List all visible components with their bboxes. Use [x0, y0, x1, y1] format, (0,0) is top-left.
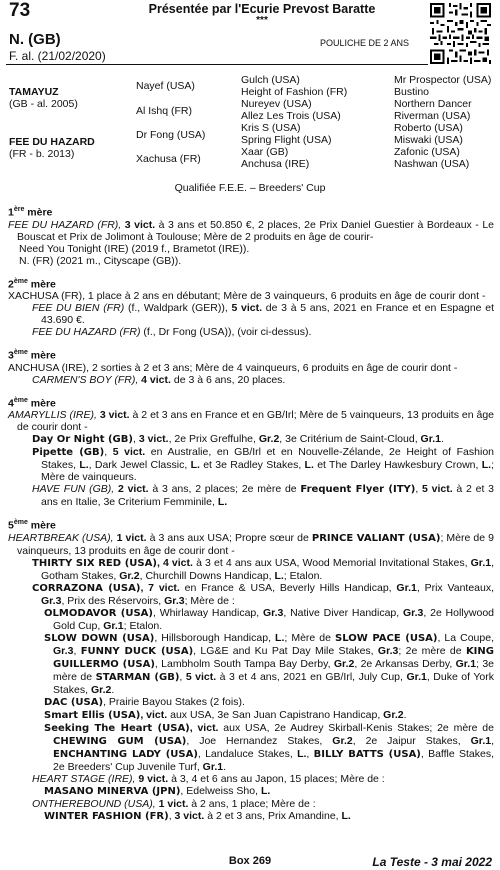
produce-entry: HAVE FUN (GB), 2 vict. à 3 ans, 2 places; 2e mère de Frequent Flyer (ITY), 5 vict. à 2 et 3 ans en Italie, 3e Criterium Femminile, L. — [32, 483, 495, 508]
dam-entry: FEE DU HAZARD (FR), 3 vict. à 3 ans et 50.850 €, 2 places, 2e Prix Daniel Guestier à Bordeaux - Le Bouscat et Prix de Jolimont à Toulouse; Mère de 2 produits en âge de courir- — [8, 218, 495, 243]
produce-entry: N. (FR) (2021 m., Cityscape (GB)). — [19, 254, 182, 267]
produce-entry: Seeking The Heart (USA), vict. aux USA, 2e Audrey Skirball-Kenis Stakes; 2e mère de CHEWING GUM (USA), Joe Hernandez Stakes, Gr.2, 2e Jaipur Stakes, Gr.1, ENCHANTING LADY (USA), Landaluce Stakes, L., BILLY BATTS (USA), Baffle Stakes, 2e Breeders' Cup Juvenile Turf, Gr.1. — [44, 721, 494, 773]
produce-entry: THIRTY SIX RED (USA), 4 vict. à 3 et 4 ans aux USA, Wood Memorial Invitational Stakes, Gr.1, Gotham Stakes, Gr.2, Churchill Downs Handicap, L.; Etalon. — [32, 556, 494, 582]
pedigree-g4: Miswaki (USA) — [394, 134, 463, 146]
pedigree-dam: FEE DU HAZARD — [9, 136, 95, 148]
section-title-3: 3ème mère — [8, 349, 56, 362]
pedigree-g2: Dr Fong (USA) — [136, 129, 206, 141]
pedigree-g3: Gulch (USA) — [241, 74, 300, 86]
pedigree-g3: Kris S (USA) — [241, 122, 301, 134]
pedigree-g2: Xachusa (FR) — [136, 153, 201, 165]
produce-entry: Need You Tonight (IRE) (2019 f., Brametot (IRE)). — [19, 242, 250, 255]
dam-entry: XACHUSA (FR), 1 place à 2 ans en débutant; Mère de 3 vainqueurs, 6 produits en âge de courir dont - — [8, 290, 486, 302]
produce-entry: Smart Ellis (USA), vict. aux USA, 3e San Juan Capistrano Handicap, Gr.2. — [44, 708, 407, 721]
qualification-note: Qualifiée F.E.E. – Breeders' Cup — [174, 182, 326, 194]
produce-entry: FEE DU BIEN (FR) (f., Waldpark (GER)), 5 vict. de 3 à 5 ans, 2021 en France et en Espagne et 43.690 €. — [32, 302, 494, 326]
pedigree-g2: Nayef (USA) — [136, 80, 195, 92]
horse-type-label: POULICHE DE 2 ANS — [320, 38, 410, 48]
produce-entry: ONTHEREBOUND (USA), 1 vict. à 2 ans, 1 place; Mère de : — [32, 797, 316, 810]
produce-entry: MASANO MINERVA (JPN), Edelweiss Sho, L. — [44, 784, 271, 797]
produce-entry: CORRAZONA (USA), 7 vict. en France & USA, Beverly Hills Handicap, Gr.1, Prix Vanteaux, Gr.3, Prix des Réservoirs, Gr.3; Mère de : — [32, 581, 495, 607]
family-notes — [8, 204, 494, 823]
dam-entry: AMARYLLIS (IRE), 3 vict. à 2 et 3 ans en France et en GB/Irl; Mère de 5 vainqueurs, 13 produits en âge de courir dont - — [8, 409, 495, 433]
pedigree-g3: Xaar (GB) — [241, 146, 289, 158]
section-title-4: 4ème mère — [8, 396, 56, 409]
produce-entry: WINTER FASHION (FR), 3 vict. à 2 et 3 ans, Prix Amandine, L. — [44, 809, 351, 822]
pedigree-g3: Anchusa (IRE) — [241, 158, 310, 170]
pedigree-g2: Al Ishq (FR) — [136, 105, 193, 117]
qr-code-icon — [430, 3, 491, 64]
produce-entry: CARMEN'S BOY (FR), 4 vict. de 3 à 6 ans, 20 places. — [32, 373, 286, 386]
pedigree-g4: Roberto (USA) — [394, 122, 463, 134]
pedigree-sire-sub: (GB - al. 2005) — [9, 98, 78, 110]
produce-entry: FEE DU HAZARD (FR) (f., Dr Fong (USA)), (voir ci-dessus). — [32, 326, 312, 338]
pedigree-sire: TAMAYUZ — [9, 86, 59, 98]
pedigree-g3: Allez Les Trois (USA) — [241, 110, 341, 122]
pedigree-g3: Nureyev (USA) — [241, 98, 312, 110]
dam-entry: HEARTBREAK (USA), 1 vict. à 3 ans aux USA; Propre sœur de PRINCE VALIANT (USA); Mère de 9 vainqueurs, 13 produits en âge de courir dont - — [8, 531, 494, 557]
pedigree-g4: Northern Dancer — [394, 98, 472, 110]
horse-name: N. (GB) — [9, 31, 61, 48]
box-number: Box 269 — [228, 855, 272, 867]
pedigree-g4: Nashwan (USA) — [394, 158, 470, 170]
section-title-2: 2ème mère — [8, 277, 56, 290]
produce-entry: Pipette (GB), 5 vict. en Australie, en GB/Irl et en Nouvelle-Zélande, 2e Height of Fashion Stakes, L., Dark Jewel Classic, L. et 3e Radley Stakes, L. et The Darley Hawkesbury Crown, L.; Mère de vainqueurs. — [32, 446, 495, 483]
produce-entry: SLOW DOWN (USA), Hillsborough Handicap, L.; Mère de SLOW PACE (USA), La Coupe, Gr.3, FUNNY DUCK (USA), LG&E and Ku Pat Day Mile Stakes, Gr.3; 2e mère de KING GUILLERMO (USA), Lambholm South Tampa Bay Derby, Gr.2, 2e Arkansas Derby, Gr.1; 3e mère de STARMAN (GB), 5 vict. à 3 et 4 ans, 2021 en GB/Irl, July Cup, Gr.1, Duke of York Stakes, Gr.2. — [44, 631, 494, 696]
pedigree-g4: Bustino — [394, 86, 430, 98]
produce-entry: OLMODAVOR (USA), Whirlaway Handicap, Gr.3, Native Diver Handicap, Gr.3, 2e Hollywood Gold Cup, Gr.1; Etalon. — [44, 606, 494, 632]
header-divider — [6, 64, 428, 65]
dam-entry: ANCHUSA (IRE), 2 sorties à 2 et 3 ans; Mère de 4 vainqueurs, 6 produits en âge de courir dont - — [8, 361, 458, 374]
produce-entry: DAC (USA), Prairie Bayou Stakes (2 fois). — [44, 695, 245, 708]
produce-entry: HEART STAGE (IRE), 9 vict. à 3, 4 et 6 ans au Japon, 15 places; Mère de : — [32, 772, 385, 785]
section-title-1: 1ère mère — [8, 206, 53, 219]
header-stars: *** — [256, 15, 268, 26]
pedigree-g4: Zafonic (USA) — [394, 146, 460, 158]
sale-date: La Teste - 3 mai 2022 — [372, 855, 492, 869]
pedigree-g3: Height of Fashion (FR) — [241, 86, 348, 98]
pedigree-g4: Mr Prospector (USA) — [394, 74, 492, 86]
pedigree-g4: Riverman (USA) — [394, 110, 471, 122]
consignor-title: Présentée par l'Ecurie Prevost Baratte — [148, 2, 376, 16]
horse-sex-color-date: F. al. (21/02/2020) — [9, 49, 106, 63]
produce-entry: Day Or Night (GB), 3 vict., 2e Prix Greffulhe, Gr.2, 3e Critérium de Saint-Cloud, Gr.1. — [32, 433, 444, 445]
lot-number: 73 — [9, 0, 31, 21]
section-title-5: 5ème mère — [8, 519, 56, 532]
pedigree-g3: Spring Flight (USA) — [241, 134, 332, 146]
pedigree-dam-sub: (FR - b. 2013) — [9, 148, 75, 160]
